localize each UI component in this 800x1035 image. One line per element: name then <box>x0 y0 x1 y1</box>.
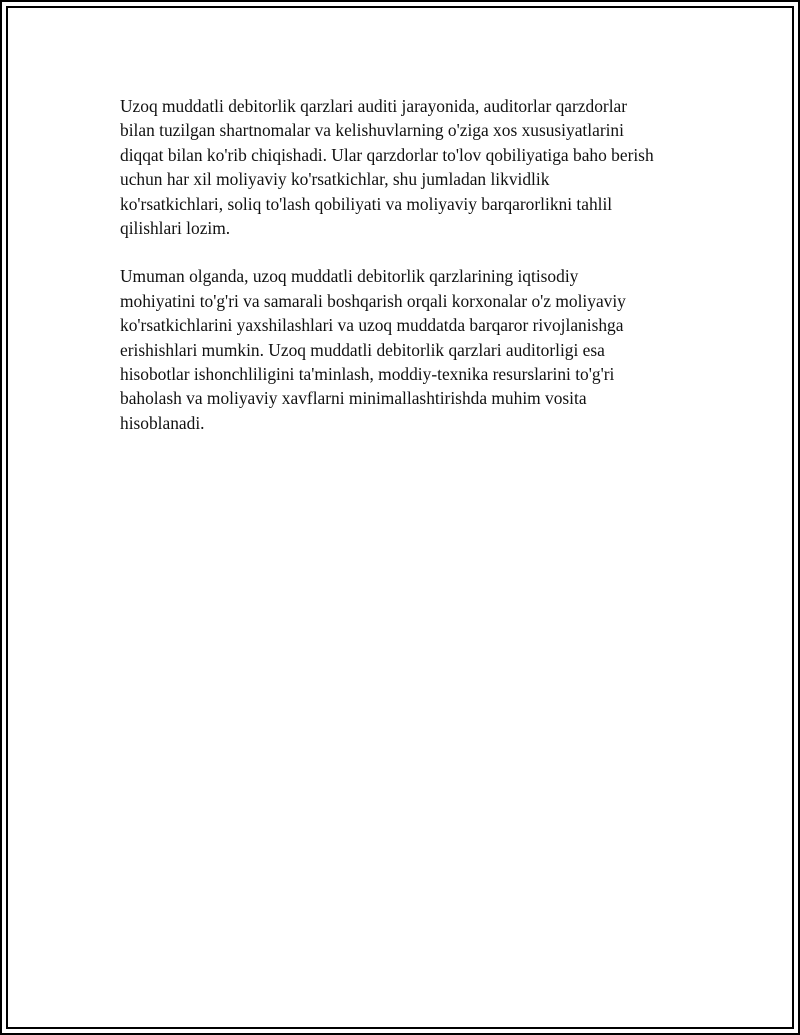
paragraph-line: ko'rsatkichlarini yaxshilashlari va uzoq muddatda barqaror rivojlanishga <box>120 315 624 336</box>
paragraph-line: baholash va moliyaviy xavflarni minimallashtirishda muhim vosita <box>120 388 587 409</box>
paragraph-1 <box>120 94 700 240</box>
paragraph-line: uchun har xil moliyaviy ko'rsatkichlar, shu jumladan likvidlik <box>120 169 550 190</box>
paragraph-2 <box>120 264 700 435</box>
paragraph-line: ko'rsatkichlari, soliq to'lash qobiliyati va moliyaviy barqarorlikni tahlil <box>120 193 613 214</box>
paragraph-line: diqqat bilan ko'rib chiqishadi. Ular qarzdorlar to'lov qobiliyatiga baho berish <box>120 144 654 165</box>
paragraph-line: Uzoq muddatli debitorlik qarzlari auditi jarayonida, auditorlar qarzdorlar <box>120 96 628 116</box>
paragraph-line: Umuman olganda, uzoq muddatli debitorlik qarzlarining iqtisodiy <box>120 266 579 287</box>
paragraph-line: hisoblanadi. <box>120 412 205 433</box>
paragraph-line: hisobotlar ishonchliligini ta'minlash, moddiy-texnika resurslarini to'g'ri <box>120 364 615 385</box>
document-body <box>120 94 700 459</box>
paragraph-line: erishishlari mumkin. Uzoq muddatli debitorlik qarzlari auditorligi esa <box>120 339 605 360</box>
paragraph-line: bilan tuzilgan shartnomalar va kelishuvlarning o'ziga xos xususiyatlarini <box>120 120 624 141</box>
paragraph-line: mohiyatini to'g'ri va samarali boshqarish orqali korxonalar o'z moliyaviy <box>120 290 626 311</box>
paragraph-line: qilishlari lozim. <box>120 218 231 239</box>
